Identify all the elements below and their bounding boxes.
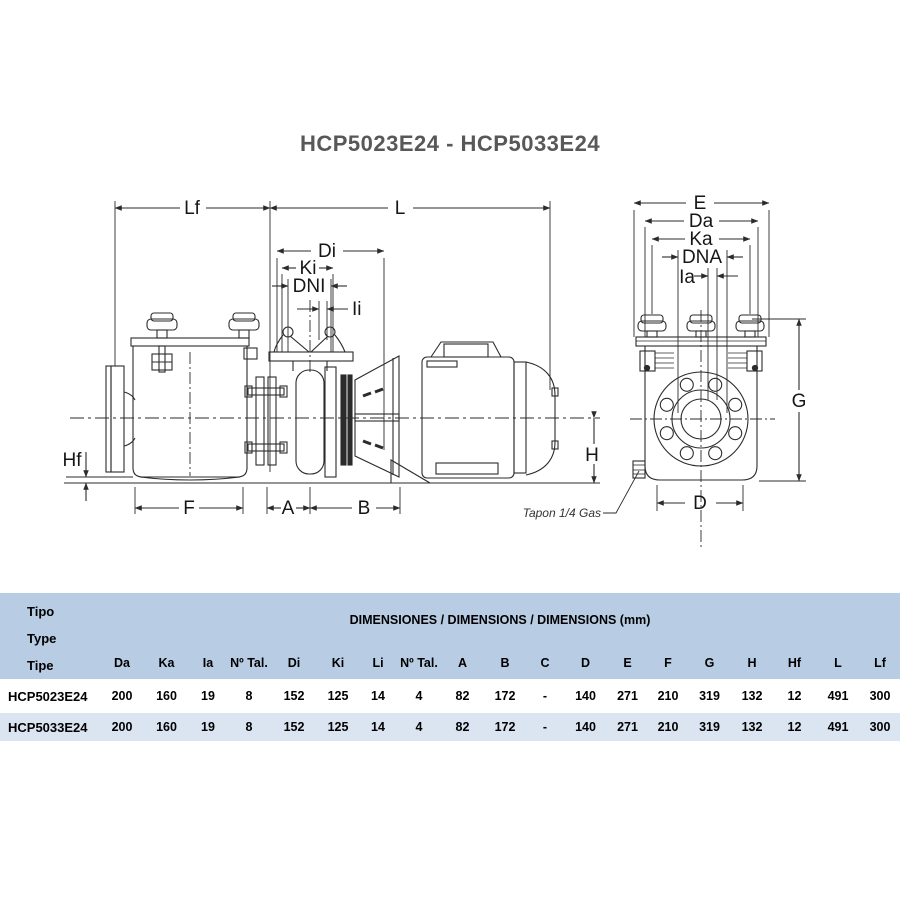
- dim-label-ka: Ka: [689, 229, 713, 250]
- table-cell: 140: [564, 681, 607, 712]
- table-cell: 319: [688, 681, 731, 712]
- pot-knob-right: [229, 313, 259, 359]
- column-header: A: [441, 647, 484, 681]
- column-header: Hf: [773, 647, 816, 681]
- type-header-line: Tipe: [27, 658, 54, 673]
- table-cell: 210: [648, 681, 688, 712]
- strainer-pot: [131, 338, 249, 480]
- dim-label-hf: Hf: [62, 450, 82, 471]
- column-header: H: [731, 647, 773, 681]
- dim-dni: [272, 276, 347, 352]
- table-cell: 152: [271, 681, 317, 712]
- table-cell: 19: [189, 712, 227, 742]
- pump-side-view: [63, 198, 601, 519]
- table-cell: -: [526, 681, 564, 712]
- inlet-flange: [106, 366, 135, 472]
- column-header: D: [564, 647, 607, 681]
- column-header: Ki: [317, 647, 359, 681]
- column-header: Lf: [860, 647, 900, 681]
- suction-flange-pair: [245, 377, 287, 465]
- dim-label-e: E: [693, 193, 707, 214]
- dim-label-d: D: [693, 493, 707, 514]
- table-cell: 12: [773, 712, 816, 742]
- row-type-label: HCP5033E24: [0, 712, 100, 742]
- dim-h: [585, 418, 599, 483]
- table-cell: 4: [397, 712, 441, 742]
- dim-g: [752, 319, 806, 481]
- table-cell: 82: [441, 712, 484, 742]
- pump-end-view: [523, 193, 807, 548]
- dim-dna: [662, 247, 743, 413]
- callout-label: Tapon 1/4 Gas: [522, 506, 601, 520]
- column-header: Ia: [189, 647, 227, 681]
- table-cell: 271: [607, 712, 648, 742]
- table-cell: 160: [144, 712, 189, 742]
- table-cell: 140: [564, 712, 607, 742]
- table-cell: 125: [317, 681, 359, 712]
- callout-leader: [603, 471, 639, 513]
- column-header-row: [0, 647, 900, 681]
- table-cell: 160: [144, 681, 189, 712]
- table-cell: 200: [100, 712, 144, 742]
- table-row: [0, 712, 900, 742]
- dim-d: [657, 485, 743, 514]
- table-row: [0, 681, 900, 712]
- bracket-foot: [391, 460, 430, 483]
- table-cell: 132: [731, 712, 773, 742]
- type-header-line: Tipo: [27, 604, 55, 619]
- dim-label-dni: DNI: [292, 276, 326, 297]
- dim-ka: [652, 229, 750, 314]
- column-header: Di: [271, 647, 317, 681]
- table-cell: 152: [271, 712, 317, 742]
- column-header: Li: [359, 647, 397, 681]
- table-cell: 19: [189, 681, 227, 712]
- column-header: L: [816, 647, 860, 681]
- column-header: Ka: [144, 647, 189, 681]
- table-cell: 491: [816, 681, 860, 712]
- table-cell: 14: [359, 712, 397, 742]
- dim-label-l: L: [394, 198, 406, 219]
- page-title: HCP5023E24 - HCP5033E24: [299, 131, 601, 156]
- table-cell: 172: [484, 681, 526, 712]
- dim-label-di: Di: [318, 241, 336, 262]
- table-cell: 82: [441, 681, 484, 712]
- table-cell: 200: [100, 681, 144, 712]
- type-header-cell: [0, 593, 100, 681]
- lantern-bracket: [355, 356, 430, 483]
- column-header: Nº Tal.: [397, 647, 441, 681]
- column-header: Nº Tal.: [227, 647, 271, 681]
- table-cell: 172: [484, 712, 526, 742]
- dim-label-a: A: [281, 498, 295, 519]
- dim-label-ki: Ki: [299, 258, 317, 279]
- table-cell: 14: [359, 681, 397, 712]
- table-cell: 300: [860, 712, 900, 742]
- dim-ii: [297, 299, 362, 340]
- table-cell: -: [526, 712, 564, 742]
- dim-a: [267, 487, 310, 519]
- dim-label-b: B: [357, 498, 371, 519]
- dimensions-header: DIMENSIONES / DIMENSIONS / DIMENSIONS (mm): [100, 593, 900, 647]
- table-cell: 300: [860, 681, 900, 712]
- dimensions-table: [0, 593, 900, 741]
- column-header: E: [607, 647, 648, 681]
- column-header: G: [688, 647, 731, 681]
- dim-f: [135, 487, 243, 519]
- dim-di: [277, 241, 384, 450]
- dim-b: [310, 487, 400, 519]
- dim-label-h: H: [585, 445, 599, 466]
- column-header: B: [484, 647, 526, 681]
- dim-label-lf: Lf: [184, 198, 200, 219]
- dim-hf: [63, 450, 134, 501]
- dim-label-dna: DNA: [681, 247, 723, 268]
- motor: [422, 342, 558, 478]
- column-header: Da: [100, 647, 144, 681]
- table-cell: 132: [731, 681, 773, 712]
- table-cell: 12: [773, 681, 816, 712]
- column-header: F: [648, 647, 688, 681]
- column-header: C: [526, 647, 564, 681]
- table-cell: 491: [816, 712, 860, 742]
- dim-label-ia: Ia: [679, 267, 695, 288]
- table-cell: 125: [317, 712, 359, 742]
- table-cell: 8: [227, 712, 271, 742]
- row-type-label: HCP5023E24: [0, 681, 100, 712]
- pot-knob-left: [147, 313, 177, 372]
- drain-plug: [523, 461, 645, 520]
- table-cell: 8: [227, 681, 271, 712]
- table-cell: 319: [688, 712, 731, 742]
- dim-ia: [679, 267, 738, 400]
- type-header-line: Type: [27, 631, 57, 646]
- dim-label-da: Da: [688, 211, 714, 232]
- table-cell: 4: [397, 681, 441, 712]
- table-cell: 210: [648, 712, 688, 742]
- dim-label-g: G: [791, 391, 807, 412]
- pump-volute: [296, 367, 352, 477]
- dim-label-f: F: [183, 498, 195, 519]
- table-cell: 271: [607, 681, 648, 712]
- dim-label-ii: Ii: [352, 299, 362, 320]
